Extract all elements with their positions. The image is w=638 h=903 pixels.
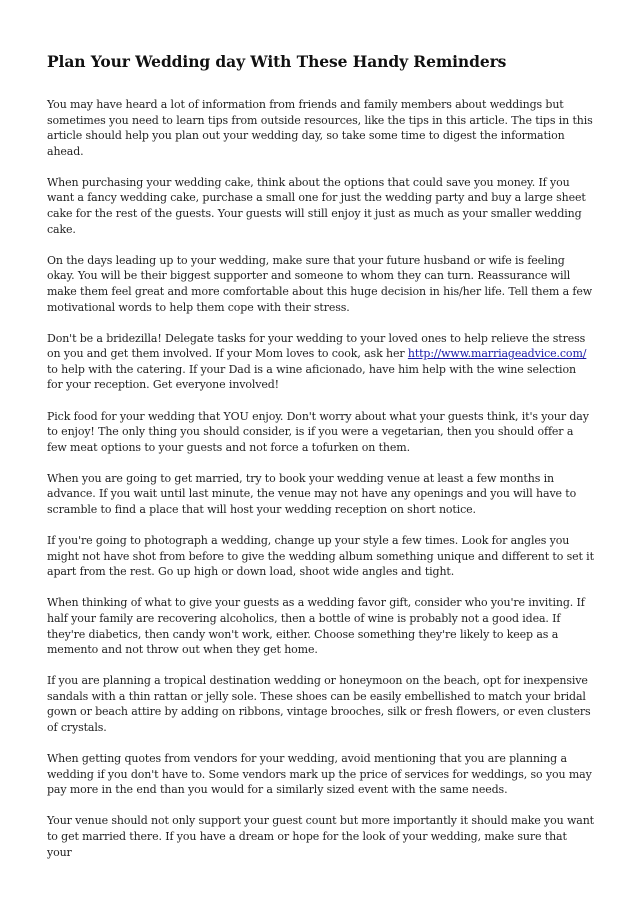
paragraph-photography: If you're going to photograph a wedding, change up your style a few times. Look for angles you might not have shot from before to give the wedding album something unique and different to set it apart from the rest. Go up high or down load, shoot wide angles and tight.: [47, 534, 594, 579]
paragraph-vendor-quotes: When getting quotes from vendors for your wedding, avoid mentioning that you are planning a wedding if you don't have to. Some vendors mark up the price of services for weddings, so you may pay more in the end than you would for a similarly sized event with the same needs.: [47, 752, 592, 797]
paragraph-intro: You may have heard a lot of information from friends and family members about weddings but sometimes you need to learn tips from outside resources, like the tips in this article. The tips in this article should help you plan out your wedding day, so take some time to digest the information ahead.: [47, 98, 593, 158]
paragraph-food: Pick food for your wedding that YOU enjoy. Don't worry about what your guests think, it's your day to enjoy! The only thing you should consider, is if you were a vegetarian, then you should offer a few meat options to your guests and not force a tofurken on them.: [47, 409, 589, 454]
paragraph-cake: When purchasing your wedding cake, think about the options that could save you money. If you want a fancy wedding cake, purchase a small one for just the wedding party and buy a large sheet cake for the rest of the guests. Your guests will still enjoy it just as much as your smaller wedding cake.: [47, 175, 586, 236]
paragraph-sandals: If you are planning a tropical destination wedding or honeymoon on the beach, opt for inexpensive sandals with a thin rattan or jelly sole. These shoes can be easily embellished to match your bridal gown or beach attire by adding on ribbons, vintage brooches, silk or fresh flowers, or even clusters of crystals.: [47, 674, 591, 734]
paragraph-delegate-text-after: to help with the catering. If your Dad is a wine aficionado, have him help with the wine selection for your reception. Get everyone involved!: [47, 362, 576, 392]
marriage-advice-link[interactable]: http://www.marriageadvice.com/: [407, 347, 587, 361]
paragraph-venue-booking: When you are going to get married, try to book your wedding venue at least a few months in advance. If you wait until last minute, the venue may not have any openings and you will have to scramble to find a place that will host your wedding reception on short notice.: [47, 471, 577, 516]
paragraph-delegate-text-before: Don't be a bridezilla! Delegate tasks for your wedding to your loved ones to help relieve the stress on you and get them involved. If your Mom loves to cook, ask her: [47, 331, 586, 361]
page-title: Plan Your Wedding day With These Handy Reminders: [47, 52, 507, 71]
paragraph-favors: When thinking of what to give your guests as a wedding favor gift, consider who you're inviting. If half your family are recovering alcoholics, then a bottle of wine is probably not a good idea. If they're diabetics, then candy won't work, either. Choose something they're likely to keep as a memento and not throw out when they get home.: [47, 596, 585, 657]
paragraph-support: On the days leading up to your wedding, make sure that your future husband or wife is feeling okay. You will be their biggest supporter and someone to whom they can turn. Reassurance will make them feel great and more comfortable about this huge decision in his/her life. Tell them a few motivational words to help them cope with their stress.: [47, 253, 593, 314]
paragraph-delegate: [47, 331, 594, 393]
paragraph-venue-choice: Your venue should not only support your guest count but more importantly it should make you want to get married there. If you have a dream or hope for the look of your wedding, make sure that your: [47, 814, 594, 859]
